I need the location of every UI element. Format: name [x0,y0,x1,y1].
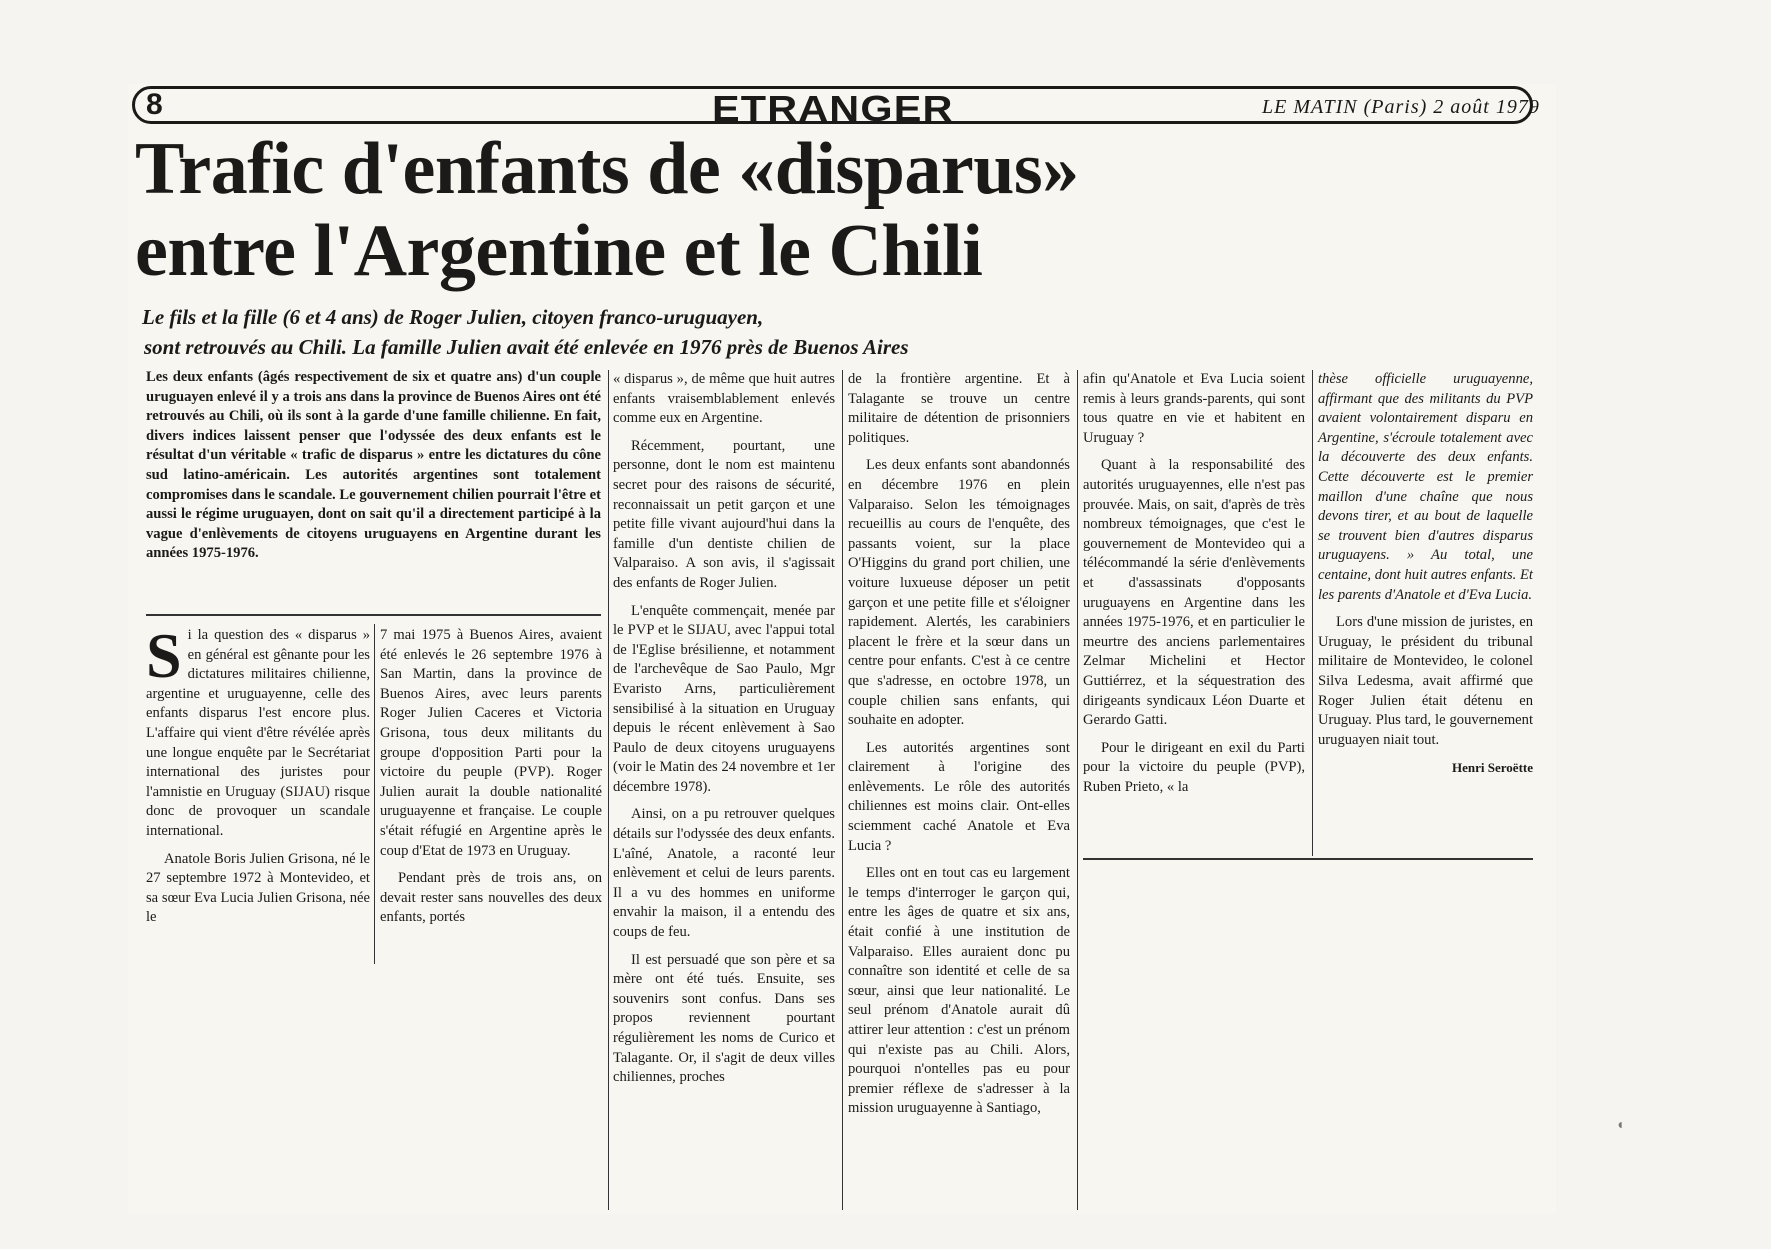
column-5-paragraph-3: Pour le dirigeant en exil du Parti pour la victoire du peuple (PVP), Ruben Prieto, « la [1083,739,1305,795]
column-1-paragraph-1: Si la question des « disparus » en général est gênante pour les dictatures militaires chilienne, argentine et uruguayenne, celle des enfants disparus l'est encore plus. L'affaire qui vient d'être révélée après une longue enquête par le Secrétariat international des juristes pour l'amnistie en Uruguay (SIJAU) risque donc de provoquer un scandale international. [146,620,370,839]
column-4 [848,370,1070,1127]
deck-line-1: Le fils et la fille (6 et 4 ans) de Roger Julien, citoyen franco-uruguayen, [142,305,764,329]
column-1-paragraph-2: Anatole Boris Julien Grisona, né le 27 septembre 1972 à Montevideo, et sa sœur Eva Lucia Julien Grisona, née le [146,850,370,926]
column-4-paragraph-2: Les deux enfants sont abandonnés en décembre 1976 en plein Valparaiso. Selon les témoignages recueillis au cours de l'enquête, des passants voient, sur la place O'Higgins du grand port chilien, une voiture luxueuse déposer un petit garçon et une petite fille et s'éloigner rapidement. Alertés, les carabiniers placent le frère et la sœur dans un centre pour enfants. C'est à ce centre que s'adresse, en octobre 1978, un couple chilien sans enfants, qui souhaite en adopter. [848,457,1070,729]
column-bottom-rule [1318,858,1533,860]
deck-subtitle [142,302,1282,362]
column-3-paragraph-5: Il est persuadé que son père et sa mère ont été tués. Ensuite, ses souvenirs sont confus. Dans ses propos reviennent pourtant régulièrement les noms de Curico et Talagante. Or, il s'agit de deux villes chiliennes, proches [613,951,835,1086]
column-3-paragraph-1: « disparus », de même que huit autres enfants vraisemblablement enlevés comme eux en Argentine. [613,371,835,427]
column-rule [1312,370,1313,856]
column-1 [146,620,370,936]
column-2-paragraph-1: 7 mai 1975 à Buenos Aires, avaient été enlevés le 26 septembre 1976 à San Martin, dans la province de Buenos Aires, avec leurs parents Roger Julien Caceres et Victoria Grisona, tous deux militants du groupe d'opposition Parti pour la victoire du peuple (PVP). Roger Julien aurait la double nationalité uruguayenne et française. Le couple s'était réfugié en Argentine après le coup d'Etat de 1973 en Uruguay. [380,627,602,859]
column-rule [842,370,843,1210]
page-number: 8 [146,88,163,121]
lead-paragraph: Les deux enfants (âgés respectivement de six et quatre ans) d'un couple uruguayen enlevé il y a trois ans dans la province de Buenos Aires ont été retrouvés au Chili, où ils sont à la garde d'une famille chilienne. En fait, divers indices laissent penser que l'odyssée des deux enfants est le résultat d'un véritable « trafic de disparus » entre les dictatures du cône sud latino-américain. Les autorités argentines sont totalement compromises dans le scandale. Le gouvernement chilien pourrait l'être et aussi le régime uruguayen, dont on sait qu'il a directement participé à la vague d'enlèvements de citoyens uruguayens en Argentine durant les années 1975-1976. [146,369,601,562]
column-6-paragraph-1: thèse officielle uruguayenne, affirmant que des militants du PVP avaient volontairement disparu en Argentine, s'écroule totalement avec la découverte des deux enfants. Cette découverte est le premier maillon d'une chaîne que nous devons tirer, et au bout de laquelle se trouvent bien d'autres disparus uruguayens. » Au total, une centaine, dont huit autres enfants. Et les parents d'Anatole et d'Eva Lucia. [1318,371,1533,603]
column-3 [613,370,835,1096]
lead-divider [146,614,601,616]
column-2-paragraph-2: Pendant près de trois ans, on devait rester sans nouvelles des deux enfants, portés [380,870,602,926]
scan-speck: ◖ [1616,1118,1625,1133]
column-3-paragraph-3: L'enquête commençait, menée par le PVP et le SIJAU, avec l'appui total de l'Eglise brésilienne, et notamment de l'archevêque de Sao Paulo, Mgr Evaristo Arns, particulièrement sensibilisé à la situation en Uruguay depuis le récent enlèvement à Sao Paulo de deux citoyens uruguayens (voir le Matin des 24 novembre et 1er décembre 1978). [613,602,835,795]
column-4-paragraph-4: Elles ont en tout cas eu largement le temps d'interroger le garçon qui, entre les âges de quatre et six ans, était confié à une institution de Valparaiso. Elles auraient donc pu connaître son identité et celle de sa sœur, ainsi que leur nationalité. Le seul prénom d'Anatole aurait dû attirer leur attention : c'est un prénom qui n'existe pas au Chili. Alors, pourquoi n'ontelles pas eu pour premier réflexe de s'adresser à la mission uruguayenne à Santiago, [848,865,1070,1117]
column-bottom-rule [1083,858,1323,860]
headline-line-2: entre l'Argentine et le Chili [135,210,983,292]
section-title: ETRANGER [712,88,954,129]
column-3-paragraph-2: Récemment, pourtant, une personne, dont le nom est maintenu secret pour des raisons de sécurité, reconnaissait un petit garçon et une petite fille vivant aujourd'hui dans la famille d'un dentiste chilien de Valparaiso. A son avis, il s'agissait des enfants de Roger Julien. [613,437,835,591]
deck-line-2: sont retrouvés au Chili. La famille Julien avait été enlevée en 1976 près de Buenos Aires [144,335,909,359]
column-4-paragraph-1: de la frontière argentine. Et à Talagante se trouve un centre militaire de détention de prisonniers politiques. [848,371,1070,446]
headline [135,128,1079,292]
column-rule [1077,370,1078,1210]
column-3-paragraph-4: Ainsi, on a pu retrouver quelques détails sur l'odyssée des deux enfants. L'aîné, Anatole, a raconté leur enlèvement et celui de leurs parents. Il a vu des hommes en uniforme envahir la maison, il a entendu des coups de feu. [613,806,835,941]
column-2 [380,626,602,936]
column-5 [1083,370,1305,805]
drop-cap: S [146,620,182,691]
column-6-paragraph-2: Lors d'une mission de juristes, en Uruguay, le président du tribunal militaire de Montevideo, le colonel Silva Ledesma, avait affirmé que Roger Julien était détenu en Uruguay. Plus tard, le gouvernement uruguayen niait tout. [1318,614,1533,748]
headline-line-1: Trafic d'enfants de «disparus» [135,128,1079,210]
byline: Henri Seroëtte [1452,760,1533,776]
column-5-paragraph-2: Quant à la responsabilité des autorités uruguayennes, elle n'est pas prouvée. Mais, on sait, d'après de très nombreux témoignages, que c'est le gouvernement de Montevideo qui a télécommandé la série d'enlèvements et d'assassinats d'opposants uruguayens en Argentine dans les années 1975-1976, et en particulier le meurtre des anciens parlementaires Zelmar Michelini et Hector Guttiérrez, et la séquestration des dirigeants syndicaux Léon Duarte et Gerardo Gatti. [1083,457,1305,729]
dateline: LE MATIN (Paris) 2 août 1979 [1262,96,1540,118]
column-4-paragraph-3: Les autorités argentines sont clairement à l'origine des enlèvements. Le rôle des autorités chiliennes est moins clair. Ont-elles sciemment caché Anatole et Eva Lucia ? [848,739,1070,854]
column-5-paragraph-1: afin qu'Anatole et Eva Lucia soient remis à leurs grands-parents, qui sont tous quatre en vie et habitent en Uruguay ? [1083,371,1305,446]
column-rule [374,624,375,964]
column-rule [608,370,609,1210]
column-6 [1318,370,1533,786]
